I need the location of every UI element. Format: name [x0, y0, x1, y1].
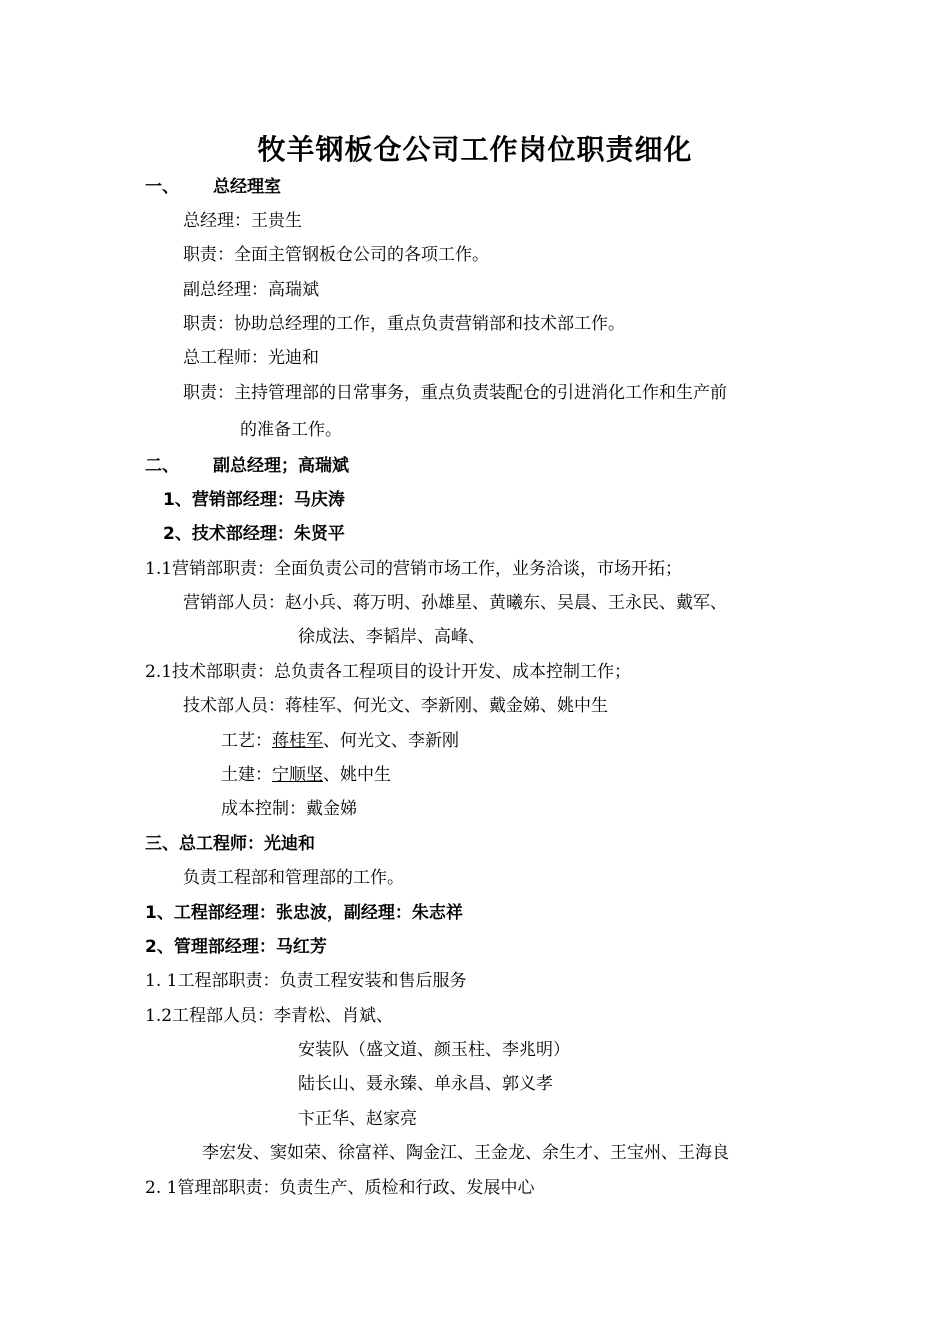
deputy-gm-duty: 职责：协助总经理的工作，重点负责营销部和技术部工作。 — [183, 314, 625, 334]
management-manager: 2、管理部经理：马红芳 — [145, 937, 327, 957]
chief-engineer-duty: 职责：主持管理部的日常事务，重点负责装配仓的引进消化工作和生产前 — [183, 383, 727, 403]
section-2-number: 二、 — [145, 456, 179, 476]
document-title: 牧羊钢板仓公司工作岗位职责细化 — [257, 133, 693, 166]
civil-members: 、姚中生 — [323, 765, 391, 785]
management-duty: 2. 1管理部职责：负责生产、质检和行政、发展中心 — [145, 1178, 535, 1198]
engineering-duty: 1. 1工程部职责：负责工程安装和售后服务 — [145, 971, 467, 991]
gm-duty: 职责：全面主管钢板仓公司的各项工作。 — [183, 245, 489, 265]
craft-label: 工艺： — [221, 731, 272, 751]
engineering-staff-line-3: 陆长山、聂永臻、单永昌、郭义孝 — [298, 1074, 553, 1094]
gm-name: 总经理：王贵生 — [183, 211, 302, 231]
chief-engineer-name: 总工程师：光迪和 — [183, 348, 319, 368]
craft-members: 、何光文、李新刚 — [323, 731, 459, 751]
marketing-staff: 营销部人员：赵小兵、蒋万明、孙雄星、黄曦东、吴晨、王永民、戴军、 — [183, 593, 727, 613]
marketing-manager: 1、营销部经理：马庆涛 — [163, 490, 345, 510]
section-3-heading: 三、总工程师：光迪和 — [145, 834, 315, 854]
craft-team — [221, 729, 459, 753]
install-team: 安装队（盛文道、颜玉柱、李兆明） — [298, 1040, 570, 1060]
civil-lead: 宁顺坚 — [272, 765, 323, 785]
deputy-gm-name: 副总经理：高瑞斌 — [183, 280, 319, 300]
section-2-title: 副总经理；高瑞斌 — [213, 456, 349, 476]
chief-engineer-duty-cont: 的准备工作。 — [240, 420, 342, 440]
civil-label: 土建： — [221, 765, 272, 785]
section-1-number: 一、 — [145, 177, 179, 197]
section-2-heading — [145, 454, 349, 478]
tech-duty: 2.1技术部职责：总负责各工程项目的设计开发、成本控制工作； — [145, 662, 632, 682]
engineering-manager: 1、工程部经理：张忠波，副经理：朱志祥 — [145, 903, 463, 923]
marketing-staff-cont: 徐成法、李韬岸、高峰、 — [298, 627, 485, 647]
engineering-staff: 1.2工程部人员：李青松、肖斌、 — [145, 1006, 394, 1026]
tech-staff: 技术部人员：蒋桂军、何光文、李新刚、戴金娣、姚中生 — [183, 696, 608, 716]
section-3-duty: 负责工程部和管理部的工作。 — [183, 868, 404, 888]
tech-manager: 2、技术部经理：朱贤平 — [163, 524, 345, 544]
engineering-staff-line-5: 李宏发、窦如荣、徐富祥、陶金江、王金龙、余生才、王宝州、王海良 — [202, 1143, 729, 1163]
section-1-heading — [145, 175, 281, 199]
marketing-duty: 1.1营销部职责：全面负责公司的营销市场工作，业务洽谈，市场开拓； — [145, 559, 683, 579]
section-1-title: 总经理室 — [213, 177, 281, 197]
cost-control: 成本控制：戴金娣 — [221, 799, 357, 819]
engineering-staff-line-4: 卞正华、赵家亮 — [298, 1109, 417, 1129]
civil-team — [221, 763, 391, 787]
craft-lead: 蒋桂军 — [272, 731, 323, 751]
